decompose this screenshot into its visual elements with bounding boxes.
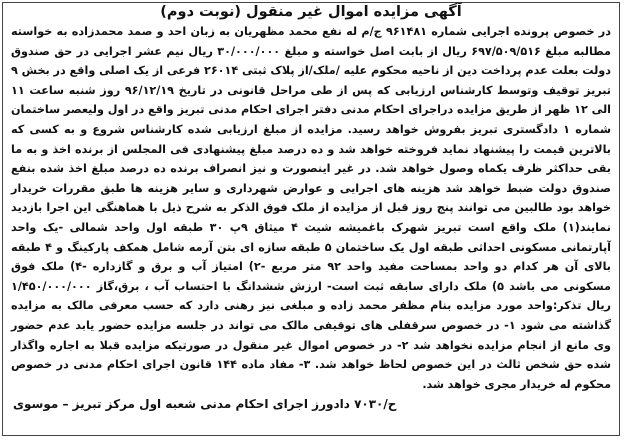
notice-body: در خصوص پرونده اجرایی شماره ۹۶۱۴۸۱ ج/م له نفع محمد مظهریان به زبان احد و صمد محمدزاده به خواسته مطالبه مبلغ ۶۹۷/۵۰۹/۵۱۶ ریال از بابت اصل خواسته و مبلغ ۳۰/۰۰۰/۰۰۰ ریال نیم عشر اجرایی در حق صندوق دولت بعلت عدم پرداخت دین از ناحیه محکوم علیه /ملک/از پلاک ثبتی ۲۶۰۱۴ فرعی از یک اصلی واقع در بخش ۹ تبریز توقیف وتوسط کارشناس ارزیابی که پس از طی مراحل قانونی در تاریخ ۹۶/۱۲/۱۹ روز شنبه ساعت ۱۱ الی ۱۲ ظهر از طریق مزایده دراجرای احکام مدنی دفتر اجرای احکام مدنی تبریز واقع در اول ولیعصر ساختمان شماره ۱ دادگستری تبریز بفروش خواهد رسید. مزایده از مبلغ ارزیابی شده کارشناس شروع و به کسی که بالاترین قیمت را پیشنهاد نماید فروخته خواهد شد و ده درصد مبلغ پیشنهادی فی المجلس از برنده اخذ و به ما بقی حداکثر ظرف یکماه وصول خواهد شد. در غیر اینصورت و نیز انصراف برنده ده درصد مبلغ اخذ شده بنفع صندوق دولت ضبط خواهد شد هزینه های اجرایی و عوارض شهرداری و سایر هزینه ها طبق مقررات خریدار خواهد بود طالبین می توانند پنج روز قبل از مزایده از ملک فوق الذکر به شرح ذیل با هماهنگی این اجرا بازدید نمایند(۱) ملک واقع است تبریز شهرک باغمیشه شیث ۴ میثاق ۹پ ۳۰ طبقه اول واحد شمالی -یک واحد آپارتمانی مسکونی احداثی طبقه اول یک ساختمان ۵ طبقه سازه ای بتن آرمه شامل همکف پارکینگ و ۴ طبقه بالای آن هر کدام دو واحد بمساحت مفید واحد ۹۲ متر مربع -۲) امتیاز آب و برق و گازداره -۴) ملک فوق مسکونی می باشد ۵) ملک دارای سابقه ثبت است- ارزش ششدانگ با احتساب آب ، برق،گاز ۱/۴۵۰/۰۰۰/۰۰۰ ریال تذکر:واحد مورد مزایده بنام مظفر محمد زاده و مبلغی نیز رهنی دارد که حسب معرفی مالک به مزایده گذاشته می شود ۱- در خصوص سرقفلی های توقیفی مالک می تواند در جلسه مزایده حضور یابد عدم حضور وی مانع از انجام مزایده نخواهد شد ۲- در خصوص اموال غیر منقول در صورتیکه مزایده قبلا به اجاره واگذار شده حق شخص ثالث در این خصوص لحاظ خواهد شد. ۳- مفاد ماده ۱۴۴ قانون اجرای احکام مدنی در خصوص محکوم له خریدار مجری خواهد شد. — [11, 25, 612, 391]
notice-title: آگهی مزایده اموال غیر منقول (نوبت دوم) — [160, 4, 462, 20]
notice-signature: ح/۷۰۳۰ دادورز اجرای احکام مدنی شعبه اول مرکز تبریز – موسوی — [13, 397, 397, 412]
auction-notice — [2, 2, 620, 436]
